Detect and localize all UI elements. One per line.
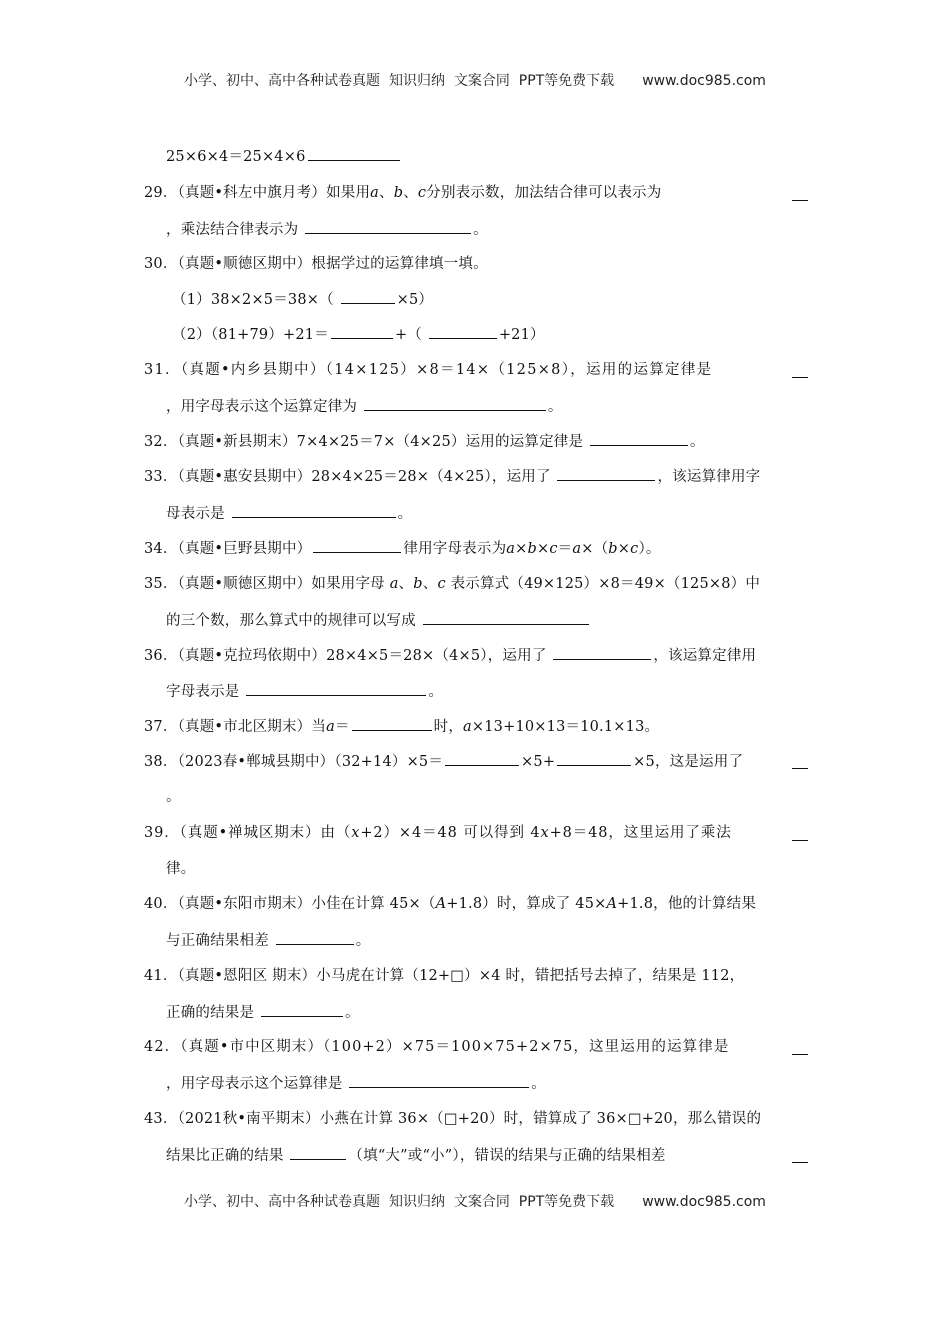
- q37-text-a: （真题•市北区期末）当: [177, 719, 327, 735]
- answer-blank[interactable]: [557, 466, 655, 481]
- q33-text-a: （真题•惠安县期中）28×4×25＝28×（4×25），运用了: [177, 469, 551, 485]
- question-number: 40．: [144, 896, 178, 912]
- question-37: [144, 716, 659, 737]
- page-header: [0, 70, 950, 90]
- q43-text-a: （2021秋•南平期末）小燕在计算 36×（□+20）时，错算成了 36×□+20，那么错误的: [177, 1111, 762, 1127]
- question-38: [144, 751, 743, 772]
- question-number: 31．: [144, 362, 181, 378]
- q34-formula-part: b: [527, 541, 537, 557]
- q28-text: 25×6×4＝25×4×6: [166, 149, 306, 165]
- answer-blank[interactable]: [423, 610, 589, 625]
- q36-text-b: ，该运算定律用: [653, 648, 757, 664]
- q34-formula-part: ×: [536, 541, 550, 557]
- q29-text-b: 分别表示数，加法结合律可以表示为: [426, 185, 662, 201]
- q33-text-b: ，该运算律用字: [657, 469, 761, 485]
- q34-formula-part: b: [608, 541, 618, 557]
- q40-text-c: +1.8，他的计算结果: [617, 896, 757, 912]
- var-A: A: [606, 896, 618, 912]
- question-35: [144, 574, 760, 594]
- question-33-cont: [166, 503, 412, 524]
- question-number: 30．: [144, 256, 178, 272]
- q33-cont-text: 母表示是: [166, 506, 225, 522]
- q31-cont-text: ，用字母表示这个运算定律为: [166, 399, 358, 415]
- q35-text-a: （真题•顺德区期中）如果用字母: [177, 576, 385, 592]
- q34-formula-part: ×: [515, 541, 528, 557]
- q36-text-a: （真题•克拉玛依期中）28×4×5＝28×（4×5），运用了: [177, 648, 547, 664]
- answer-blank[interactable]: [792, 826, 808, 841]
- question-43: [144, 1109, 761, 1129]
- var-A: A: [435, 896, 447, 912]
- q29-end: 。: [473, 222, 488, 238]
- question-39: [144, 823, 732, 843]
- var-a: a: [370, 185, 380, 201]
- var-x: x: [540, 825, 550, 841]
- q34-formula-part: ）。: [638, 541, 661, 557]
- answer-blank[interactable]: [364, 396, 546, 411]
- q41-cont-text: 正确的结果是: [166, 1005, 255, 1021]
- q40-text-a: （真题•东阳市期末）小佳在计算 45×（: [177, 896, 436, 912]
- q34-formula-part: c: [630, 541, 639, 557]
- q34-formula-part: ×（: [581, 541, 609, 557]
- q42-cont-text: ，用字母表示这个运算律是: [166, 1076, 343, 1092]
- question-number: 39．: [144, 825, 180, 841]
- answer-blank[interactable]: [305, 219, 471, 234]
- question-35-cont: [166, 610, 591, 631]
- q41-end: 。: [345, 1005, 360, 1021]
- answer-blank[interactable]: [553, 645, 651, 660]
- answer-blank[interactable]: [590, 431, 688, 446]
- q35-sep1: 、: [398, 576, 414, 592]
- question-34: [144, 538, 661, 559]
- answer-blank[interactable]: [792, 754, 808, 769]
- question-41-cont: [166, 1002, 360, 1023]
- q42-text: （真题•市中区期末）（100+2）×75＝100×75+2×75，这里运用的运算律是: [180, 1039, 730, 1055]
- q35-text-b: 表示算式（49×125）×8＝49×（125×8）中: [450, 576, 761, 592]
- q32-end: 。: [689, 434, 705, 450]
- answer-blank[interactable]: [331, 324, 393, 339]
- q34-formula-part: a: [506, 541, 516, 557]
- var-b: b: [413, 576, 423, 592]
- question-36: [144, 645, 756, 666]
- q38-text-b: ×5+: [521, 754, 556, 770]
- question-31: [144, 360, 712, 380]
- var-c: c: [417, 185, 427, 201]
- question-number: 33．: [144, 469, 178, 485]
- q39-text-c: +8＝48，这里运用了乘法: [549, 825, 732, 841]
- q30-2-text-a: （2）（81+79）+21＝: [172, 327, 329, 343]
- answer-blank[interactable]: [313, 538, 401, 553]
- question-number: 38．: [144, 754, 178, 770]
- q40-cont-text: 与正确结果相差: [166, 933, 269, 949]
- header-text: 小学、初中、高中各种试卷真题 知识归纳 文案合同 PPT等免费下载: [184, 73, 615, 89]
- question-30-2: [172, 324, 545, 345]
- answer-blank[interactable]: [792, 1148, 808, 1163]
- answer-blank[interactable]: [276, 930, 354, 945]
- answer-blank[interactable]: [792, 1040, 808, 1055]
- q43-cont-text-b: （填“大”或“小”），错误的结果与正确的结果相差: [348, 1148, 666, 1164]
- page-footer: [0, 1191, 950, 1211]
- q29-sep2: 、: [403, 185, 418, 201]
- question-40: [144, 894, 756, 914]
- question-29: [144, 183, 661, 203]
- q39-cont-text: 律。: [166, 861, 196, 877]
- header-url[interactable]: www.doc985.com: [642, 73, 766, 89]
- q34-formula-part: ＝: [557, 541, 573, 557]
- answer-blank[interactable]: [352, 716, 432, 731]
- answer-blank[interactable]: [792, 363, 808, 378]
- question-38-cont: [166, 787, 181, 807]
- var-c: c: [437, 576, 446, 592]
- q34-text-a: （真题•巨野县期中）: [177, 541, 312, 557]
- q31-text: （真题•内乡县期中）（14×125）×8＝14×（125×8），运用的运算定律是: [180, 362, 713, 378]
- question-31-cont: [166, 396, 563, 417]
- question-number: 42．: [144, 1039, 181, 1055]
- q34-formula-part: a: [572, 541, 582, 557]
- q32-text: （真题•新县期末）7×4×25＝7×（4×25）运用的运算定律是: [177, 434, 584, 450]
- q37-eq: ＝: [334, 719, 350, 735]
- q29-text-a: （真题•科左中旗月考）如果用: [177, 185, 371, 201]
- q40-text-b: +1.8）时，算成了 45×: [446, 896, 607, 912]
- var-a: a: [326, 719, 335, 735]
- answer-blank[interactable]: [261, 1002, 343, 1017]
- footer-url[interactable]: www.doc985.com: [642, 1194, 766, 1210]
- q38-text-a: （2023春•郸城县期中）（32+14）×5＝: [177, 754, 444, 770]
- q34-text-b: 律用字母表示为: [403, 541, 507, 557]
- q37-text-c: ×13+10×13＝10.1×13。: [471, 719, 660, 735]
- question-number: 36．: [144, 648, 178, 664]
- q31-end: 。: [547, 399, 563, 415]
- q34-formula-part: c: [549, 541, 558, 557]
- answer-blank[interactable]: [792, 186, 808, 201]
- question-32: [144, 431, 705, 452]
- question-number: 29．: [144, 185, 178, 201]
- question-43-cont: [166, 1145, 666, 1166]
- q38-text-c: ×5，这是运用了: [633, 754, 744, 770]
- question-42: [144, 1037, 729, 1057]
- q29-cont-text: ，乘法结合律表示为: [166, 222, 299, 238]
- answer-blank[interactable]: [557, 751, 631, 766]
- question-number: 41．: [144, 968, 178, 984]
- question-number: 32．: [144, 434, 178, 450]
- footer-text: 小学、初中、高中各种试卷真题 知识归纳 文案合同 PPT等免费下载: [184, 1194, 615, 1210]
- q36-end: 。: [428, 684, 444, 700]
- q35-cont-text: 的三个数，那么算式中的规律可以写成: [166, 613, 416, 629]
- q33-end: 。: [397, 506, 413, 522]
- question-number: 34．: [144, 541, 178, 557]
- question-29-cont: [166, 219, 488, 240]
- q40-end: 。: [355, 933, 371, 949]
- q42-end: 。: [531, 1076, 546, 1092]
- q30-2-text-b: +（: [394, 327, 422, 343]
- question-36-cont: [166, 681, 443, 702]
- q30-1-text-b: ×5）: [396, 292, 434, 308]
- q39-text-a: （真题•禅城区期末）由（: [179, 825, 352, 841]
- answer-blank[interactable]: [429, 324, 497, 339]
- q39-text-b: +2）×4＝48 可以得到 4: [360, 825, 541, 841]
- q38-cont-text: 。: [166, 789, 181, 805]
- question-30-1: [172, 289, 433, 310]
- answer-blank[interactable]: [341, 289, 395, 304]
- answer-blank[interactable]: [232, 503, 396, 518]
- answer-blank[interactable]: [290, 1145, 346, 1160]
- question-number: 37．: [144, 719, 178, 735]
- question-41: [144, 966, 744, 986]
- q28-continuation: [166, 146, 402, 167]
- q43-cont-text-a: 结果比正确的结果: [166, 1148, 284, 1164]
- answer-blank[interactable]: [349, 1073, 529, 1088]
- question-40-cont: [166, 930, 370, 951]
- question-42-cont: [166, 1073, 546, 1094]
- q35-sep2: 、: [422, 576, 438, 592]
- question-33: [144, 466, 760, 487]
- q41-text-a: （真题•恩阳区 期末）小马虎在计算（12+□）×4 时，错把括号去掉了，结果是 112，: [177, 968, 745, 984]
- var-x: x: [351, 825, 361, 841]
- var-b: b: [393, 185, 404, 201]
- var-a: a: [463, 719, 472, 735]
- answer-blank[interactable]: [445, 751, 519, 766]
- question-39-cont: [166, 859, 195, 879]
- q29-sep1: 、: [379, 185, 394, 201]
- q30-2-text-c: +21）: [498, 327, 545, 343]
- answer-blank[interactable]: [308, 146, 400, 161]
- answer-blank[interactable]: [246, 681, 426, 696]
- q30-text: （真题•顺德区期中）根据学过的运算律填一填。: [177, 256, 488, 272]
- question-number: 43．: [144, 1111, 178, 1127]
- q36-cont-text: 字母表示是: [166, 684, 240, 700]
- q30-1-text-a: （1）38×2×5＝38×（: [172, 292, 334, 308]
- question-30: [144, 254, 488, 274]
- question-number: 35．: [144, 576, 178, 592]
- q34-formula-part: ×: [617, 541, 631, 557]
- var-a: a: [389, 576, 399, 592]
- q37-text-b: 时，: [433, 719, 464, 735]
